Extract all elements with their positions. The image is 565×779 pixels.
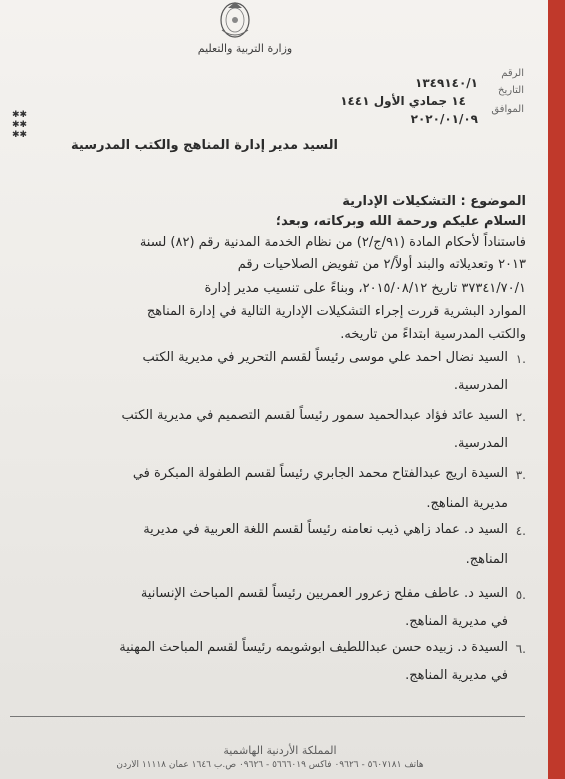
margin-marks: ✱✱ ✱✱ ✱✱: [12, 110, 28, 140]
body-line-5: والكتب المدرسية ابتداءً من تاريخه.: [340, 327, 526, 342]
item-line: المدرسية.: [453, 436, 508, 451]
item-line: في مديرية المناهج.: [405, 668, 508, 683]
ministry-name: وزارة التربية والتعليم: [197, 42, 293, 55]
item-line: مديرية المناهج.: [426, 496, 508, 511]
item-number: .٦: [515, 642, 526, 656]
item-number: .٣: [515, 468, 526, 482]
item-line: السيد نضال احمد علي موسى رئيساً لقسم التحرير في مديرية الكتب: [142, 350, 508, 365]
corresponding-label: الموافق: [491, 104, 524, 115]
body-line-4: الموارد البشرية قررت إجراء التشكيلات الإدارية التالية في إدارة المناهج: [146, 304, 526, 319]
gregorian-date: ٢٠٢٠/٠١/٠٩: [410, 112, 478, 126]
red-background-edge: [548, 0, 565, 779]
footer-kingdom: المملكة الأردنية الهاشمية: [223, 744, 337, 757]
crest-emblem: [210, 0, 260, 40]
item-line: السيد د. عماد زاهي ذيب نعامنه رئيساً لقسم اللغة العربية في مديرية: [143, 522, 508, 537]
body-line-1: فاستناداً لأحكام المادة (٩١/ج/٢) من نظام الخدمة المدنية رقم (٨٢) لسنة: [139, 235, 526, 250]
item-number: .٢: [515, 410, 526, 424]
item-line: المدرسية.: [453, 378, 508, 393]
item-number: .٥: [515, 588, 526, 602]
subject-line: [266, 194, 526, 209]
item-line: السيدة اريج عبدالفتاح محمد الجابري رئيساً لقسم الطفولة المبكرة في: [132, 466, 508, 481]
item-line: السيد د. عاطف مفلح زعرور العمريين رئيساً لقسم المباحث الإنسانية: [140, 586, 508, 601]
footer-contact: هاتف ٥٦٠٧١٨١ - ٠٩٦٢٦ فاكس ٥٦٦٦٠١٩ - ٠٩٦٢٦ ص.ب ١٦٤٦ عمان ١١١١٨ الأردن: [116, 760, 424, 770]
item-line: المناهج.: [465, 552, 508, 567]
footer-divider: [10, 716, 525, 717]
subject-label: الموضوع :: [460, 194, 526, 209]
greeting: السلام عليكم ورحمة الله وبركاته، وبعد؛: [275, 214, 526, 229]
subject-text: التشكيلات الإدارية: [342, 194, 456, 209]
hijri-date: ١٤ جمادي الأول ١٤٤١: [340, 94, 466, 108]
number-label: الرقم: [501, 68, 524, 79]
date-label: التاريخ: [498, 85, 524, 96]
body-line-2: ٢٠١٣ وتعديلاته والبند أولاً/٢ من تفويض الصلاحيات رقم: [237, 257, 526, 272]
item-number: .٤: [515, 524, 526, 538]
item-number: .١: [515, 352, 526, 366]
item-line: في مديرية المناهج.: [405, 614, 508, 629]
reference-number: ١٣٤٩١٤٠/١: [415, 76, 478, 90]
item-line: السيدة د. زبيده حسن عبداللطيف ابوشويمه رئيساً لقسم المباحث المهنية: [119, 640, 508, 655]
item-line: السيد عائد فؤاد عبدالحميد سمور رئيساً لقسم التصميم في مديرية الكتب: [121, 408, 508, 423]
body-line-3: ٣٧٣٤١/٧٠/١ تاريخ ٢٠١٥/٠٨/١٢، وبناءً على تنسيب مدير إدارة: [204, 281, 526, 296]
addressee: السيد مدير إدارة المناهج والكتب المدرسية: [71, 138, 338, 153]
